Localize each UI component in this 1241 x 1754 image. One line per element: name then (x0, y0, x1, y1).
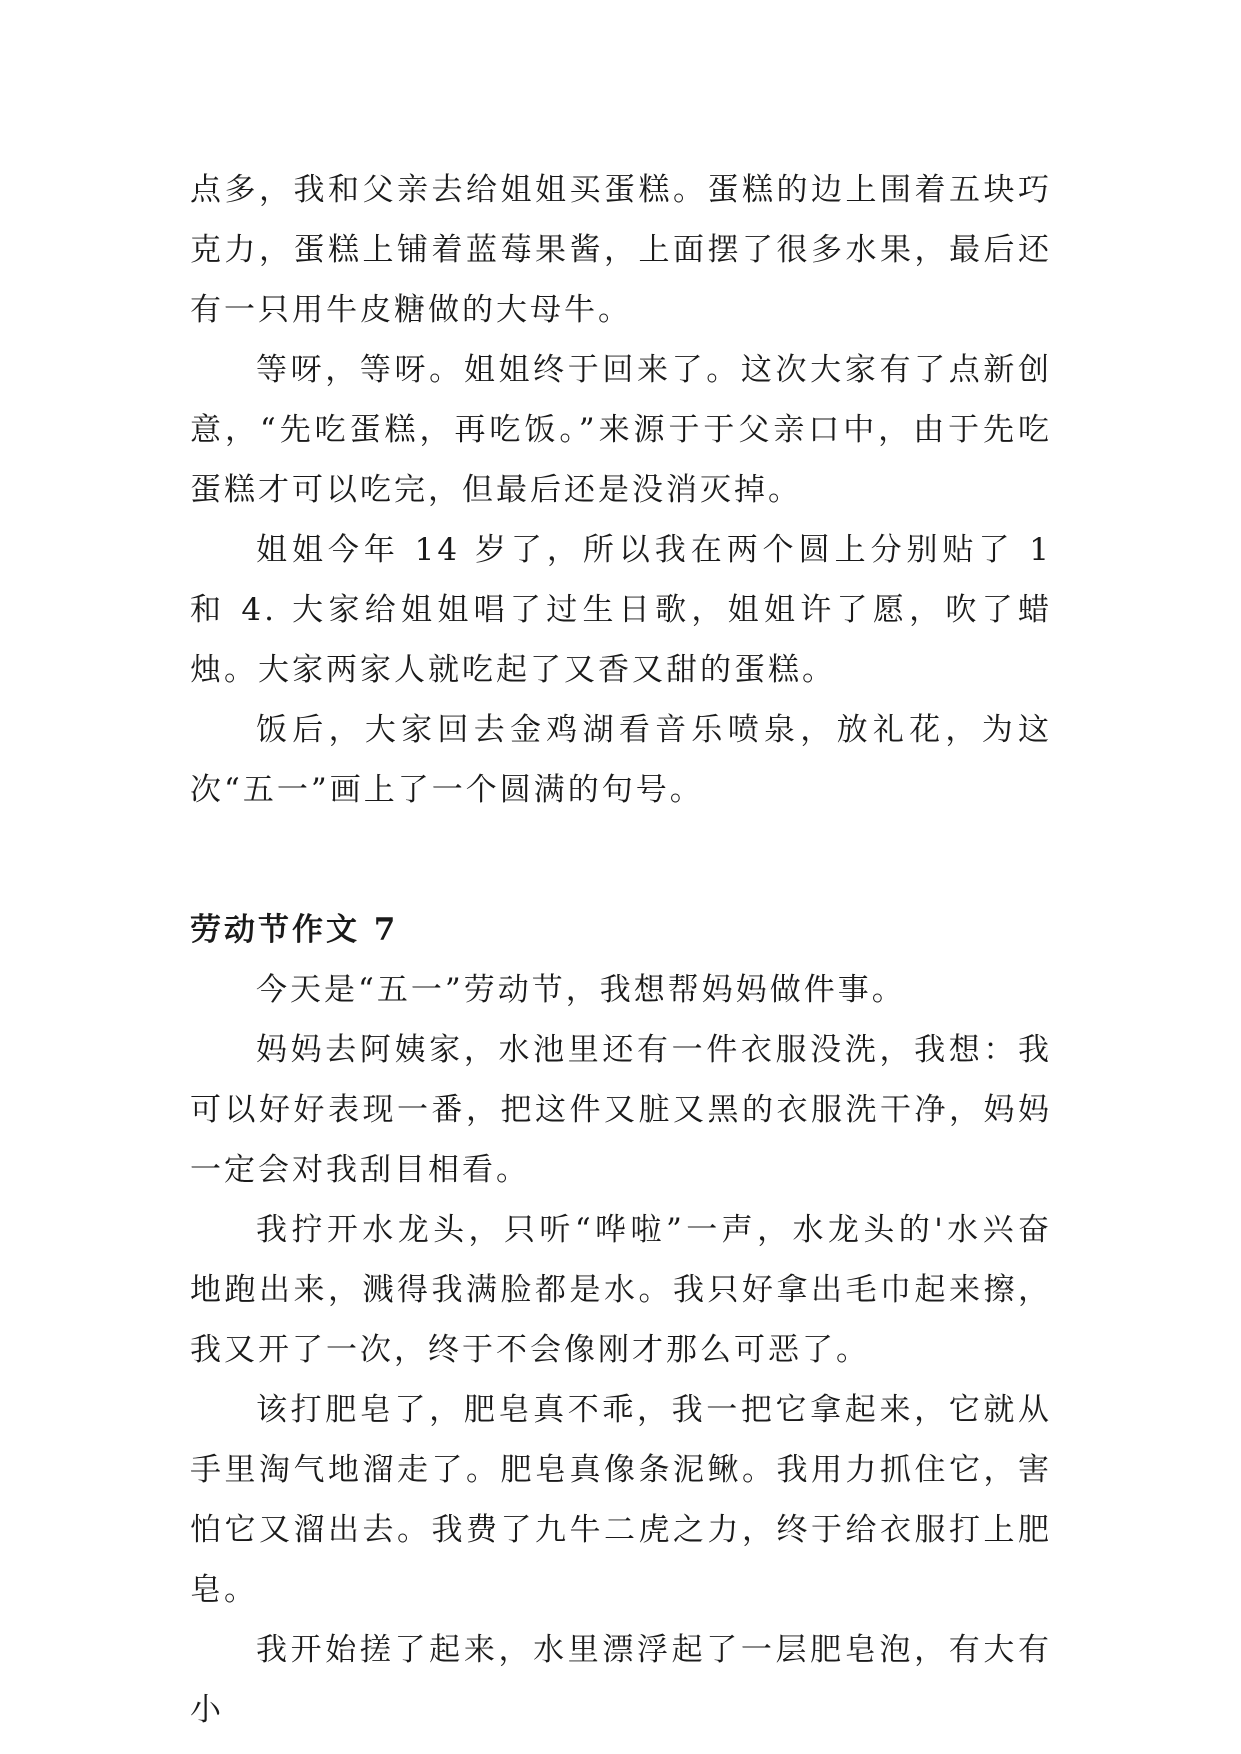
paragraph: 等呀，等呀。姐姐终于回来了。这次大家有了点新创意，“先吃蛋糕，再吃饭。”来源于于父亲口中，由于先吃蛋糕才可以吃完，但最后还是没消灭掉。 (190, 352, 1052, 508)
paragraph: 该打肥皂了，肥皂真不乖，我一把它拿起来，它就从手里淘气地溜走了。肥皂真像条泥鳅。我用力抓住它，害怕它又溜出去。我费了九牛二虎之力，终于给衣服打上肥皂。 (190, 1392, 1052, 1608)
document-page (190, 160, 1052, 1740)
paragraph: 我拧开水龙头，只听“哗啦”一声，水龙头的'水兴奋地跑出来，溅得我满脸都是水。我只好拿出毛巾起来擦，我又开了一次，终于不会像刚才那么可恶了。 (190, 1212, 1052, 1368)
paragraph: 妈妈去阿姨家，水池里还有一件衣服没洗，我想：我可以好好表现一番，把这件又脏又黑的衣服洗干净，妈妈一定会对我刮目相看。 (190, 1032, 1052, 1188)
paragraph: 姐姐今年 14 岁了，所以我在两个圆上分别贴了 1 和 4. 大家给姐姐唱了过生日歌，姐姐许了愿，吹了蜡烛。大家两家人就吃起了又香又甜的蛋糕。 (190, 532, 1052, 688)
paragraph: 点多，我和父亲去给姐姐买蛋糕。蛋糕的边上围着五块巧克力，蛋糕上铺着蓝莓果酱，上面摆了很多水果，最后还有一只用牛皮糖做的大母牛。 (190, 172, 1052, 328)
paragraph: 饭后，大家回去金鸡湖看音乐喷泉，放礼花，为这次“五一”画上了一个圆满的句号。 (190, 712, 1052, 808)
paragraph: 今天是“五一”劳动节，我想帮妈妈做件事。 (256, 972, 906, 1008)
paragraph: 我开始搓了起来，水里漂浮起了一层肥皂泡，有大有小 (190, 1632, 1052, 1728)
section-heading: 劳动节作文 7 (190, 912, 399, 948)
